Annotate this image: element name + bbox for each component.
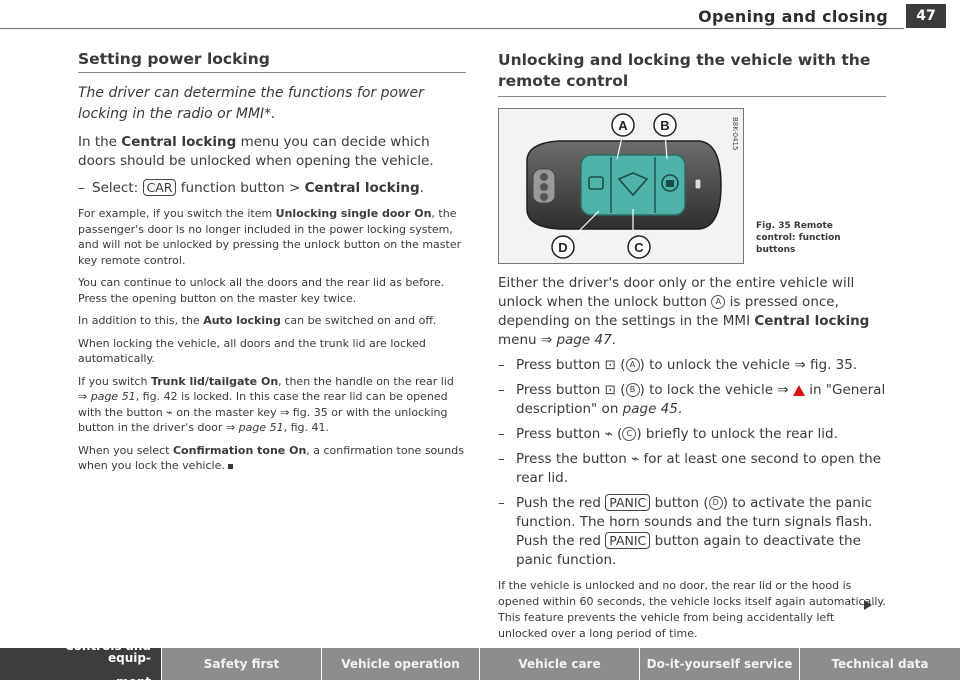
left-column xyxy=(78,50,466,481)
list-item-unlock: – Press button ⊡ ( A ) to unlock the vehicle ⇒ fig. 35. xyxy=(498,357,858,373)
callout-a-label: A xyxy=(618,118,628,133)
trunk-icon: ⌁ xyxy=(631,451,640,467)
right-column-heading xyxy=(498,50,886,107)
remote-key-illustration xyxy=(499,109,743,263)
lock-icon: ⊡ xyxy=(604,382,616,398)
callout-d xyxy=(552,236,574,258)
figure-caption: Fig. 35 Remote control: function buttons xyxy=(756,221,841,255)
intro-text: The driver can determine the functions for power locking in the radio or MMI*. xyxy=(78,85,424,122)
tab-diy-service[interactable]: Do-it-yourself service xyxy=(640,648,800,680)
end-of-section-icon xyxy=(228,464,233,469)
figure-remote-key xyxy=(498,108,744,264)
tab-vehicle-operation[interactable]: Vehicle operation xyxy=(322,648,480,680)
tab-technical-data[interactable]: Technical data xyxy=(800,648,960,680)
trunk-open-icon: ⌁ xyxy=(166,405,173,419)
callout-c-icon: C xyxy=(622,427,636,441)
panic-button-label-2: PANIC xyxy=(605,532,650,549)
trunk-icon: ⌁ xyxy=(604,426,613,442)
callout-d-icon: D xyxy=(709,496,723,510)
warning-icon xyxy=(793,385,805,396)
heading-rule xyxy=(78,72,466,73)
note-unlocking-single-door: For example, if you switch the item Unlocking single door On, the passenger's door is no longer included in the power locking system, and will not be unlocked by pressing the unlock button on the master key remote control. xyxy=(78,207,462,267)
figure-id: B8K-0415 xyxy=(731,117,739,151)
note-unlock-all: You can continue to unlock all the doors and the rear lid as before. Press the opening button on the master key twice. xyxy=(78,276,445,305)
car-button-label: CAR xyxy=(143,179,177,196)
callout-d-label: D xyxy=(558,240,568,255)
callout-b xyxy=(654,114,676,136)
list-item-rear-lid-unlock: – Press button ⌁ ( C ) briefly to unlock the rear lid. xyxy=(498,426,838,442)
heading-power-locking: Setting power locking xyxy=(78,50,270,68)
note-locking-vehicle: When locking the vehicle, all doors and the trunk lid are locked automatically. xyxy=(78,336,426,365)
section-title: Opening and closing xyxy=(698,7,888,26)
callout-b-icon: B xyxy=(626,383,640,397)
tab-safety-first[interactable]: Safety first xyxy=(162,648,322,680)
note-auto-relock: If the vehicle is unlocked and no door, the rear lid or the hood is opened within 60 seconds, the vehicle locks itself again automatically. This feature prevents the vehicle from being accidentally left unlocked over a long period of time. xyxy=(498,579,886,640)
note-confirmation-tone: When you select Confirmation tone On, a confirmation tone sounds when you lock the vehicle. xyxy=(78,443,464,472)
continue-arrow-icon xyxy=(864,600,872,610)
paragraph-central-locking: In the Central locking menu you can decide which doors should be unlocked when opening the vehicle. xyxy=(78,134,434,169)
callout-c xyxy=(628,236,650,258)
step-select: – Select: CAR function button > Central locking. xyxy=(78,180,424,196)
note-auto-locking: In addition to this, the Auto locking can be switched on and off. xyxy=(78,314,437,327)
right-column-body xyxy=(498,274,886,642)
header-rule xyxy=(0,28,904,29)
page-number: 47 xyxy=(906,4,946,28)
callout-a xyxy=(612,114,634,136)
heading-rule-right xyxy=(498,96,886,97)
panic-button-icon xyxy=(695,179,701,189)
callout-a-icon: A xyxy=(711,295,725,309)
paragraph-unlock-behaviour: Either the driver's door only or the entire vehicle will unlock when the unlock button A is pressed once, depending on the settings in the MMI Central locking menu ⇒ page 47. xyxy=(498,275,870,348)
list-item-panic: – Push the red PANIC button ( D ) to activate the panic function. The horn sounds and the turn signals flash. Push the red PANIC button again to deactivate the panic function. xyxy=(498,495,873,568)
heading-remote-control: Unlocking and locking the vehicle with the remote control xyxy=(498,51,871,90)
list-item-lock: – Press button ⊡ ( B ) to lock the vehicle ⇒ in "General description" on page 45. xyxy=(498,382,886,417)
callout-a-icon: A xyxy=(626,358,640,372)
footer-nav xyxy=(0,639,960,689)
note-trunk-lid: If you switch Trunk lid/tailgate On, then the handle on the rear lid ⇒ page 51, fig. 42 is locked. In this case the rear lid can be opened with the button ⌁ on the master key ⇒ fig. 35 or with the unlocking button in the driver's door ⇒ page 51, fig. 41. xyxy=(78,374,454,434)
tab-controls-equipment[interactable]: Controls and equip- ment xyxy=(0,648,162,680)
callout-b-label: B xyxy=(660,118,670,133)
tab-vehicle-care[interactable]: Vehicle care xyxy=(480,648,640,680)
unlock-icon: ⊡ xyxy=(604,357,616,373)
callout-c-label: C xyxy=(634,240,644,255)
panic-button-label: PANIC xyxy=(605,494,650,511)
list-item-rear-lid-open: – Press the button ⌁ for at least one second to open the rear lid. xyxy=(498,451,882,486)
